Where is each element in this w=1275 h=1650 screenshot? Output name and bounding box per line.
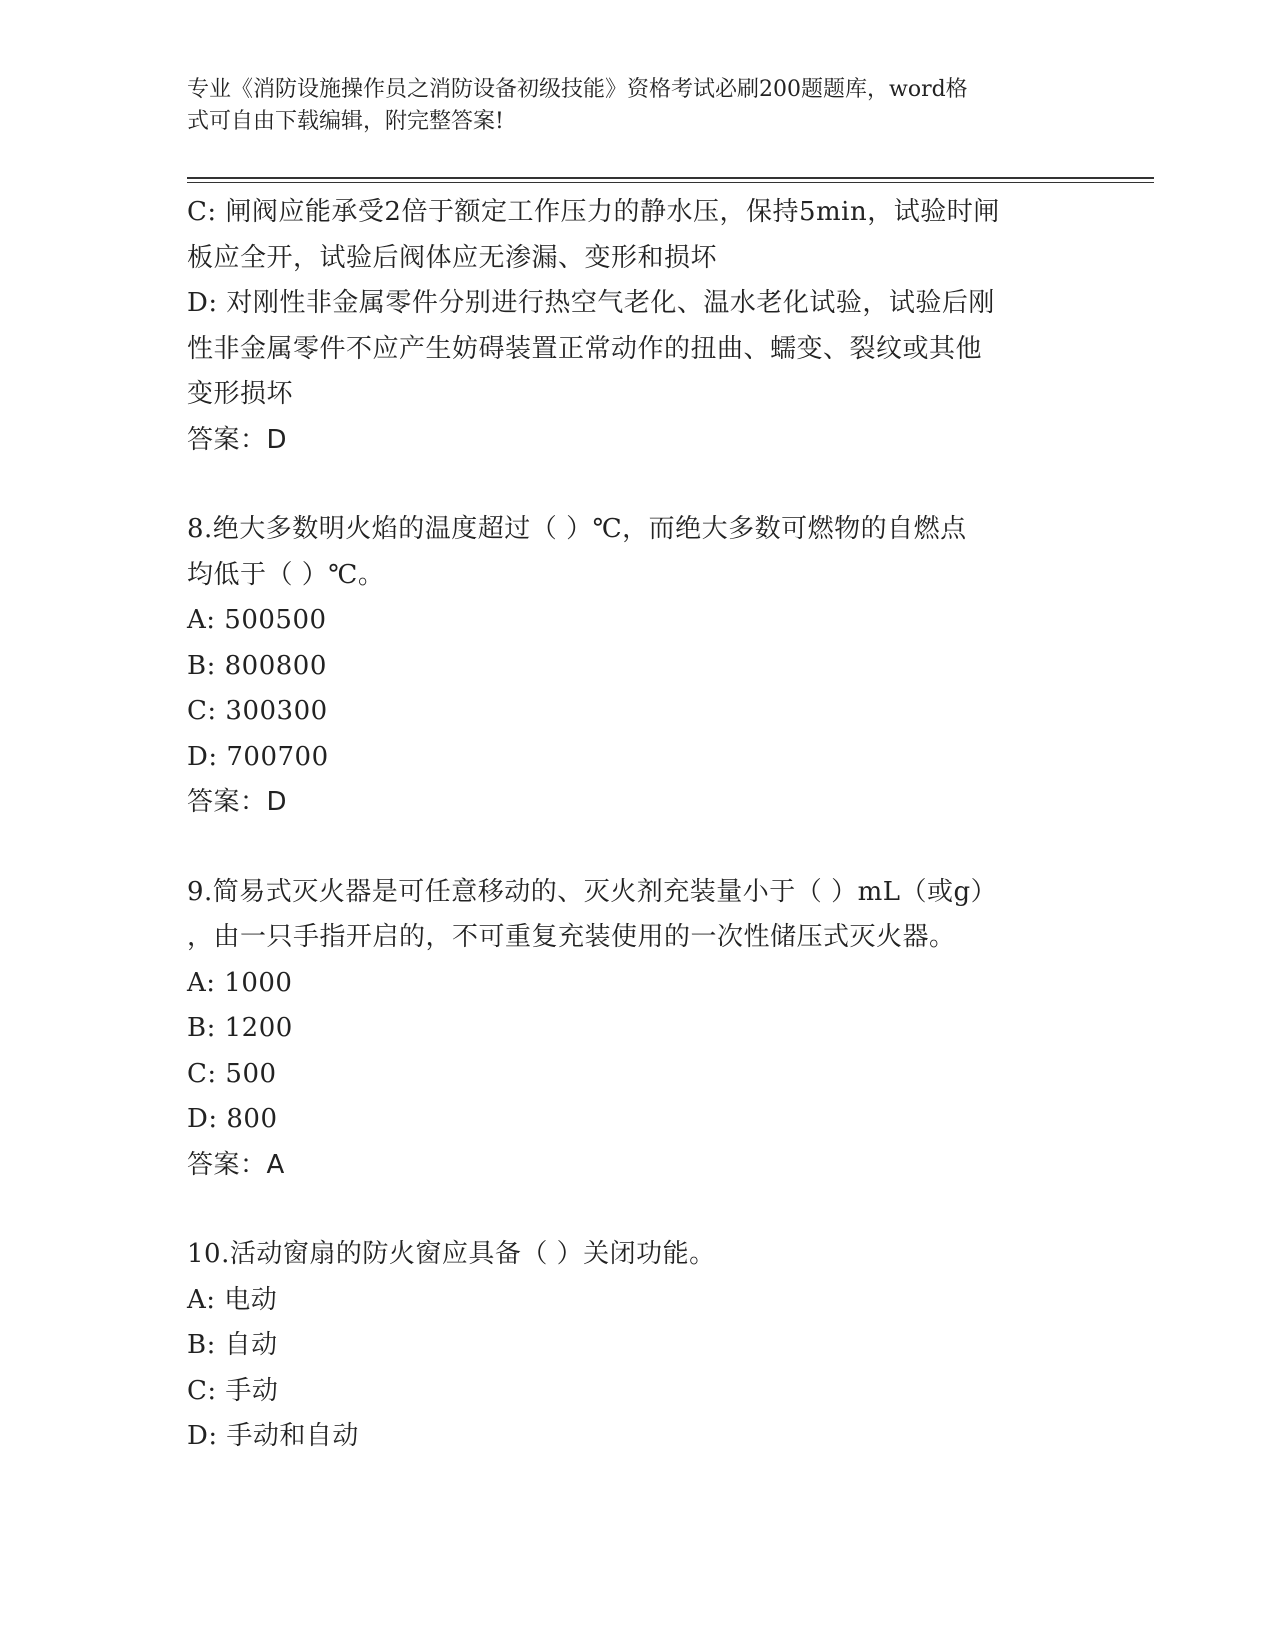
- continued-question-block: [187, 190, 1087, 463]
- option-a: A: 1000: [187, 967, 293, 998]
- option-d: D: 700700: [187, 741, 329, 772]
- answer-line: 答案：D: [187, 787, 288, 817]
- spacer: [187, 463, 1087, 507]
- option-d-line-2: 性非金属零件不应产生妨碍装置正常动作的扭曲、蠕变、裂纹或其他: [187, 333, 983, 364]
- header-title-line-2: 式可自由下载编辑，附完整答案!: [187, 109, 504, 134]
- option-c-line-2: 板应全开，试验后阀体应无渗漏、变形和损坏: [187, 242, 718, 273]
- spacer: [187, 1188, 1087, 1232]
- question-10: [187, 1232, 1087, 1460]
- document-header: [187, 74, 1067, 138]
- question-stem-line-1: 9.简易式灭火器是可任意移动的、灭火剂充装量小于（ ）mL（或g）: [187, 876, 998, 907]
- question-stem-line-2: ，由一只手指开启的，不可重复充装使用的一次性储压式灭火器。: [187, 922, 956, 952]
- option-c: C: 手动: [187, 1375, 279, 1406]
- question-stem-line-1: 8.绝大多数明火焰的温度超过（ ）℃，而绝大多数可燃物的自燃点: [187, 514, 967, 544]
- header-rule-thin: [187, 182, 1154, 183]
- question-stem-line-1: 10.活动窗扇的防火窗应具备（ ）关闭功能。: [187, 1239, 716, 1269]
- option-d-line-1: D: 对刚性非金属零件分别进行热空气老化、温水老化试验，试验后刚: [187, 288, 995, 318]
- header-rule-thick: [187, 177, 1154, 179]
- option-b: B: 1200: [187, 1013, 293, 1043]
- question-8: [187, 507, 1087, 826]
- option-d-line-3: 变形损坏: [187, 379, 294, 409]
- option-d: D: 手动和自动: [187, 1421, 359, 1451]
- option-a: A: 电动: [187, 1284, 278, 1315]
- option-a: A: 500500: [187, 605, 327, 635]
- option-c-line-1: C: 闸阀应能承受2倍于额定工作压力的静水压，保持5min，试验时闸: [187, 197, 1000, 227]
- option-b: B: 800800: [187, 650, 327, 681]
- question-9: [187, 870, 1087, 1189]
- option-b: B: 自动: [187, 1330, 278, 1360]
- question-stem-line-2: 均低于（ ）℃。: [187, 559, 385, 590]
- header-title-line-1: 专业《消防设施操作员之消防设备初级技能》资格考试必刷200题题库，word格: [187, 77, 968, 102]
- question-content: [187, 190, 1087, 1460]
- option-c: C: 300300: [187, 696, 328, 726]
- option-c: C: 500: [187, 1058, 277, 1089]
- answer-line: 答案：D: [187, 424, 288, 455]
- answer-line: 答案：A: [187, 1149, 285, 1180]
- spacer: [187, 826, 1087, 870]
- option-d: D: 800: [187, 1104, 278, 1134]
